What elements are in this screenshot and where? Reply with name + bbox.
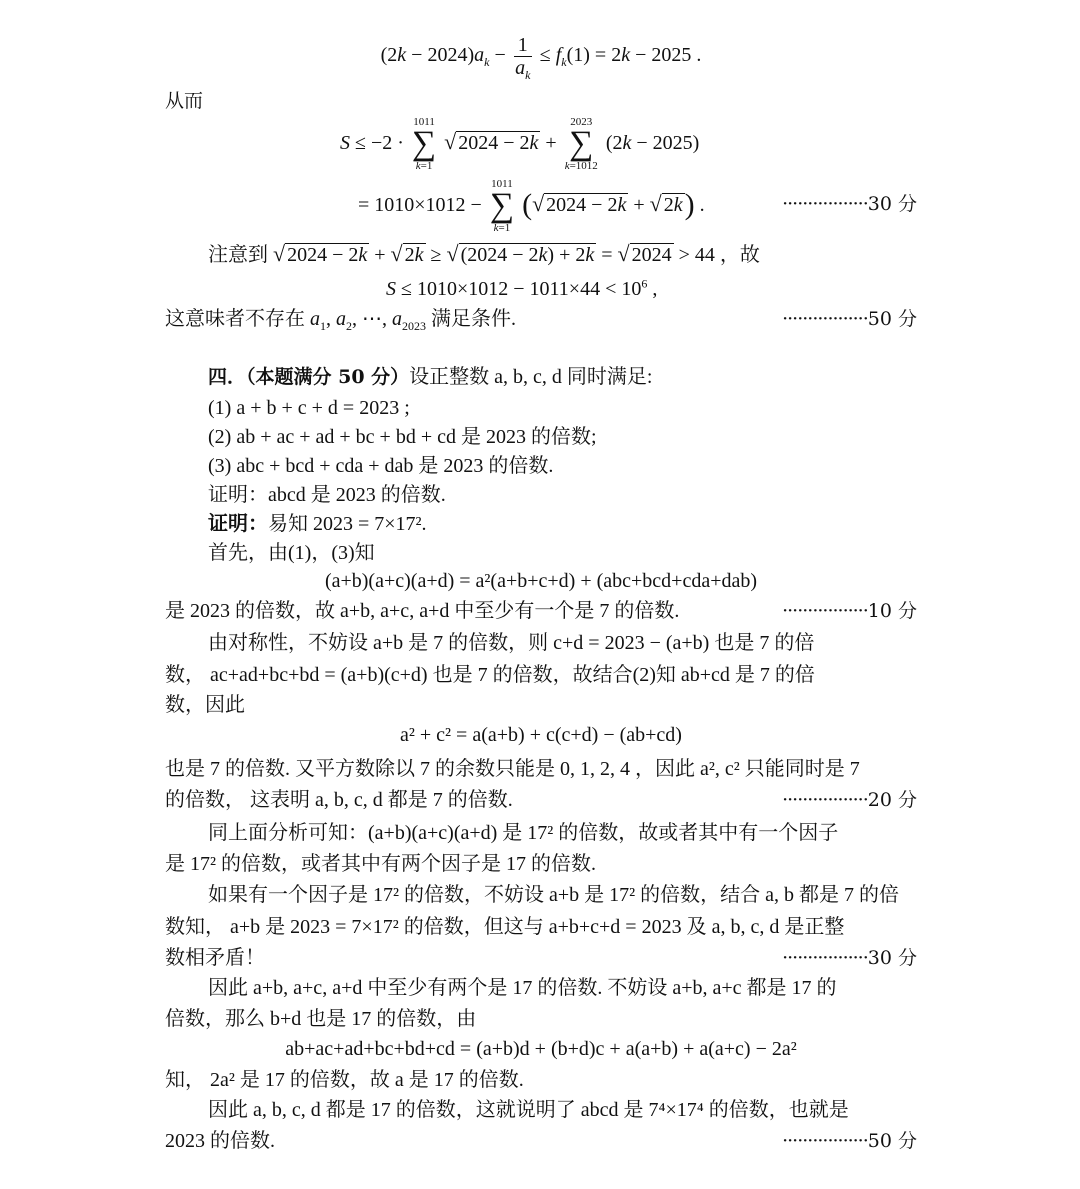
sigma: 1011 ∑ k=1 (489, 178, 515, 235)
para-3c: 数，因此 (165, 694, 245, 716)
condition-2: (2) ab + ac + ad + bc + bd + cd 是 2023 的倍数; (208, 426, 597, 448)
problem-4-heading (208, 364, 917, 390)
prove-statement: 证明：abcd 是 2023 的倍数. (208, 484, 446, 506)
sigma: 2023 ∑ k=1012 (564, 116, 598, 173)
score-10: ·················10 分 (782, 600, 917, 622)
conclusion-line: 这意味者不存在 $a_1$, $a_2$, ⋯, $a_{2023}$ 满足条件. (165, 308, 516, 333)
para-3a: 由对称性，不妨设 a+b 是 7 的倍数，则 c+d = 2023 − (a+b) 也是 7 的倍 (208, 632, 815, 654)
para-5a: 同上面分析可知：(a+b)(a+c)(a+d) 是 17² 的倍数，故或者其中有一个因子 (208, 822, 839, 844)
para-6b: 数知， a+b 是 2023 = 7×17² 的倍数，但这与 a+b+c+d = 2023 及 a, b, c, d 是正整 (165, 916, 845, 938)
para-7b: 倍数，那么 b+d 也是 17 的倍数，由 (165, 1008, 477, 1030)
para-2: 是 2023 的倍数，故 a+b, a+c, a+d 中至少有一个是 7 的倍数. (165, 600, 680, 622)
para-1: 首先，由(1)，(3)知 (208, 542, 375, 564)
condition-1: (1) a + b + c + d = 2023 ; (208, 397, 410, 419)
para-9a: 因此 a, b, c, d 都是 17 的倍数，这就说明了 abcd 是 7⁴×17⁴ 的倍数，也就是 (208, 1099, 849, 1121)
para-7a: 因此 a+b, a+c, a+d 中至少有两个是 17 的倍数. 不妨设 a+b, a+c 都是 17 的 (208, 977, 837, 999)
congsi-text: 从而 (165, 90, 204, 112)
para-5b: 是 17² 的倍数，或者其中有两个因子是 17 的倍数. (165, 853, 596, 875)
bound-line: $S \le 1010\times 1012 - 1011\times 44 < 10^6$ , (386, 276, 658, 300)
sum-line-2: = 1010×1012 − 1011 ∑ k=1 (√ 2024 − 2k + √ 2k) . (358, 178, 705, 235)
proof-start-text: 易知 2023 = 7×17². (268, 513, 427, 535)
para-6c: 数相矛盾！ (165, 947, 265, 969)
sum-line-1: S ≤ −2 · 1011 ∑ k=1 √ 2024 − 2k + 2023 ∑ k=1012 (2k − 2025) (340, 116, 700, 173)
equation-1: (a+b)(a+c)(a+d) = a²(a+b+c+d) + (abc+bcd+cda+dab) (324, 570, 758, 592)
para-4b: 的倍数， 这表明 a, b, c, d 都是 7 的倍数. (165, 789, 513, 811)
equation-3: ab+ac+ad+bc+bd+cd = (a+b)d + (b+d)c + a(a+b) + a(a+c) − 2a² (285, 1038, 797, 1060)
para-9b: 2023 的倍数. (165, 1130, 275, 1152)
para-3b: 数， ac+ad+bc+bd = (a+b)(c+d) 也是 7 的倍数，故结合(2)知 ab+cd 是 7 的倍 (165, 664, 815, 686)
proof-start (208, 511, 917, 537)
problem-heading: 四．（本题满分 50 分） (208, 366, 410, 388)
score-50-b: ·················50 分 (782, 1130, 917, 1152)
score-20: ·················20 分 (782, 789, 917, 811)
para-4a: 也是 7 的倍数. 又平方数除以 7 的余数只能是 0, 1, 2, 4 ，因此 a², c² 只能同时是 7 (165, 758, 860, 780)
problem-statement: 设正整数 a, b, c, d 同时满足: (409, 366, 653, 388)
score-30: ·················30 分 (782, 193, 917, 215)
score-30-b: ·················30 分 (782, 947, 917, 969)
fraction: $\frac{1}{a_k}$ (515, 34, 531, 82)
proof-label: 证明： (208, 513, 268, 535)
note-line: 注意到 √ 2024 − 2k + √ 2k ≥ √ (2024 − 2k) + 2k = √ 2024 > 44 ，故 (208, 241, 760, 266)
ineq-line-1: $(2k - 2024)a_k$ − $\frac{1}{a_k}$ ≤ $f_k(1) = 2k - 2025$ . (380, 34, 702, 82)
sigma: 1011 ∑ k=1 (411, 116, 437, 173)
para-6a: 如果有一个因子是 17² 的倍数，不妨设 a+b 是 17² 的倍数，结合 a, b 都是 7 的倍 (208, 884, 900, 906)
score-50: ·················50 分 (782, 308, 917, 330)
equation-2: a² + c² = a(a+b) + c(c+d) − (ab+cd) (400, 724, 682, 746)
condition-3: (3) abc + bcd + cda + dab 是 2023 的倍数. (208, 455, 554, 477)
para-8: 知， 2a² 是 17 的倍数，故 a 是 17 的倍数. (165, 1069, 524, 1091)
